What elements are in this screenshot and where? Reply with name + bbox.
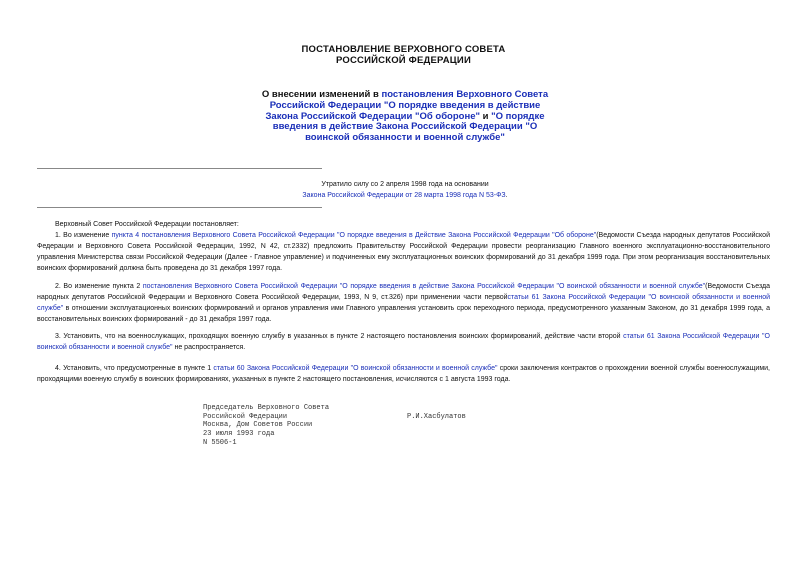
signature-line-3: Москва, Дом Советов России — [203, 421, 313, 430]
paragraph-2 — [37, 281, 770, 325]
subject-link-defense[interactable]: постановления Верховного Совета Российской Федерации "О порядке введения в действие Закона Российской Федерации "Об обороне" — [265, 89, 549, 122]
p1-text-b: (Ведомости Съезда народных депутатов Российской Федерации и Верховного Совета Российской Федерации, 1992, N 42, ст.2332) предложить Правительству Российской Федерации провести реорганизацию Главного военного эксплуатационно-восстановительного управления Министерства связи Российской Федерации (Далее - Главное управление) и подчиненных ему эксплуатационных воинских формирований до 31 декабря 1999 года. При этом реорганизация восстановительных воинских формирований должна быть проведена до 31 декабря 1997 года. — [37, 232, 770, 272]
p3-link-article-61[interactable]: статьи 61 Закона Российской Федерации "О воинской обязанности и военной службе" — [37, 333, 770, 351]
p4-link-article-60[interactable]: статьи 60 Закона Российской Федерации "О воинской обязанности и военной службе" — [213, 365, 498, 372]
preamble: Верховный Совет Российской Федерации постановляет: — [55, 221, 239, 228]
p2-link-resolution[interactable]: постановления Верховного Совета Российской Федерации "О порядке введения в действие Закона Российской Федерации "О воинской обязанности и военной службе" — [142, 283, 706, 290]
subject-mid: и — [480, 110, 492, 122]
subject-link-military-duty[interactable]: "О порядке введения в действие Закона Российской Федерации "О воинской обязанности и военной службе" — [272, 110, 545, 144]
p2-text-b: (Ведомости Съезда народных депутатов Российской Федерации и Верховного Совета Российской Федерации, 1993, N 9, ст.326) при применении части первой — [37, 283, 771, 301]
p1-text-a: 1. Во изменение — [55, 232, 112, 239]
divider-top — [37, 168, 322, 169]
document-subject — [255, 90, 555, 144]
paragraph-3 — [37, 331, 770, 353]
p4-text-a: 4. Установить, что предусмотренные в пункте 1 — [55, 365, 214, 372]
document-title — [0, 44, 807, 66]
signature-line-2: Российской Федерации — [203, 412, 288, 421]
paragraph-1 — [37, 230, 770, 274]
p1-link[interactable]: пункта 4 постановления Верховного Совета Российской Федерации "О порядке введения в Действие Закона Российской Федерации "Об обороне" — [111, 232, 597, 239]
paragraph-4 — [37, 363, 770, 385]
signature-line-4: 23 июля 1993 года — [203, 430, 275, 439]
p2-text-a: 2. Во изменение пункта 2 — [55, 283, 143, 290]
p4-text-b: сроки заключения контрактов о прохождении военной службы военнослужащими, проходящими военную службу в воинских формированиях, указанных в пункте 2 настоящего постановления, исчисляются с 1 августа 1993 года. — [37, 365, 770, 383]
signature-line-1: Председатель Верховного Совета — [203, 404, 330, 412]
divider-bottom — [37, 207, 322, 208]
repeal-law-link[interactable]: Закона Российской Федерации от 28 марта 1998 года N 53-ФЗ — [302, 191, 506, 199]
signature-block — [203, 404, 329, 448]
repeal-text: Утратило силу со 2 апреля 1998 года на основании — [321, 181, 489, 188]
subject-prefix: О внесении изменений в — [261, 89, 382, 100]
p2-text-c: в отношении эксплуатационных воинских формирований и органов управления ими Главного управления установить срок переходного периода, предусмотренного указанным Законом, до 31 декабря 1999 года, а восстановительных воинских формирований - до 31 декабря 1997 года. — [37, 305, 770, 323]
p3-text-a: 3. Установить, что на военнослужащих, проходящих военную службу в указанных в пункте 2 настоящего постановления воинских формирований, действие части второй — [55, 333, 624, 340]
signature-line-5: N 5506-1 — [203, 438, 237, 447]
title-line-1: ПОСТАНОВЛЕНИЕ ВЕРХОВНОГО СОВЕТА — [301, 44, 506, 55]
p2-link-article-61[interactable]: статьи 61 Закона Российской Федерации "О воинской обязанности и военной службе" — [37, 294, 770, 312]
repeal-note: Утратило силу со 2 апреля 1998 года на основании Закона Российской Федерации от 28 марта 1998 года N 53-ФЗ. — [300, 180, 510, 201]
p3-text-b: не распространяется. — [172, 344, 246, 351]
signer-name: Р.И.Хасбулатов — [407, 413, 466, 421]
title-line-2: РОССИЙСКОЙ ФЕДЕРАЦИИ — [335, 55, 471, 66]
